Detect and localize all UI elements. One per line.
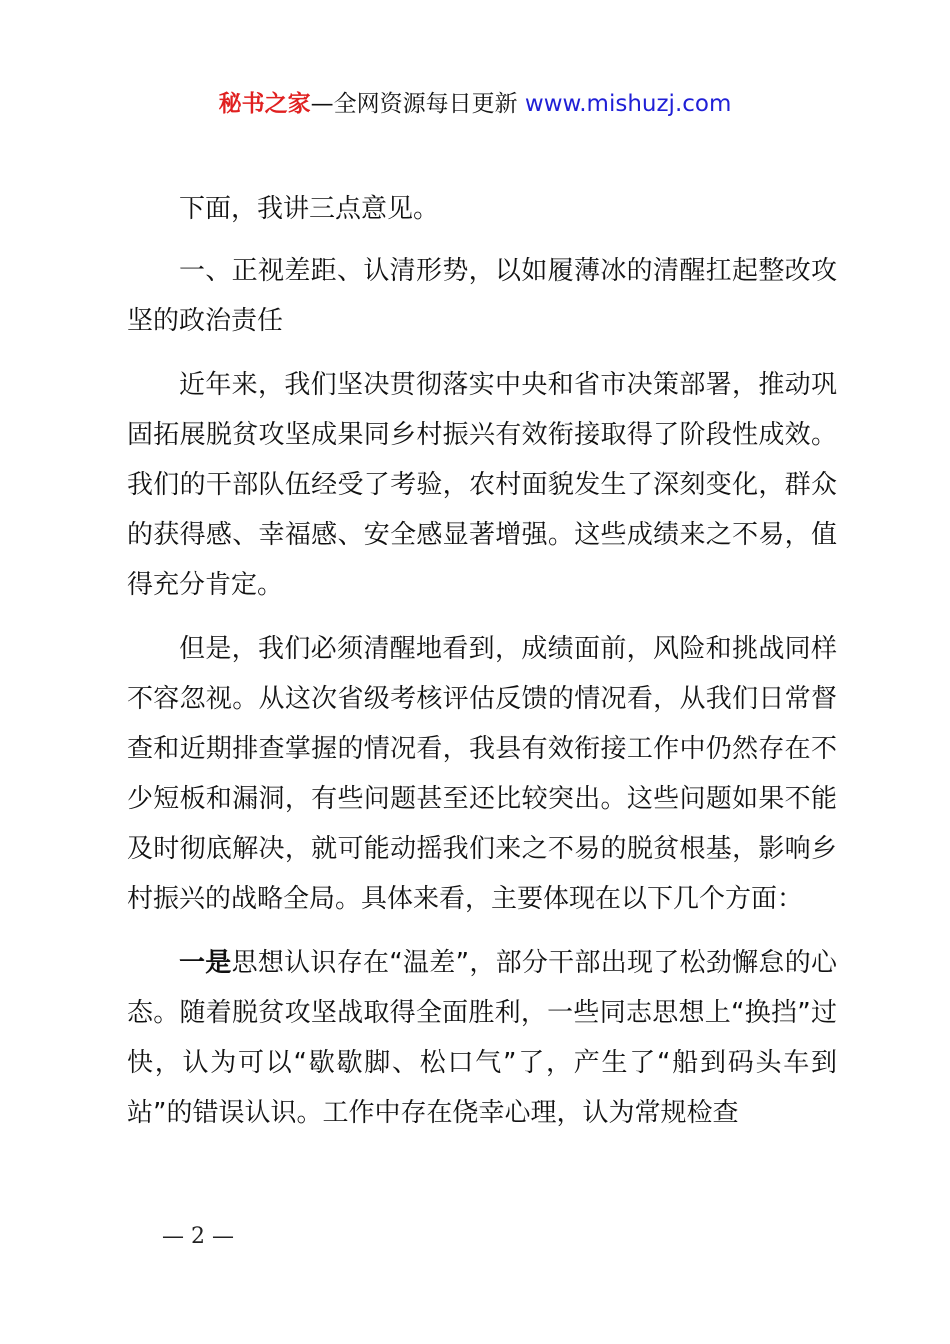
document-body [127,184,837,1152]
point-one-text: 思想认识存在“温差”，部分干部出现了松劲懈怠的心态。随着脱贫攻坚战取得全面胜利，一些同志思想上“换挡”过快，认为可以“歇歇脚、松口气”了，产生了“船到码头车到站”的错误认识。工作中存在侥幸心理，认为常规检查 [127,948,837,1128]
site-tagline: —全网资源每日更新 [310,91,518,117]
point-one-lead: 一是 [179,948,232,978]
paragraph-point-one [127,938,837,1138]
section-heading: 一、正视差距、认清形势，以如履薄冰的清醒扛起整改攻坚的政治责任 [127,256,837,336]
site-url-link[interactable]: www.mishuzj.com [524,91,732,117]
page-number: — 2 — [162,1224,234,1249]
paragraph-achievements: 近年来，我们坚决贯彻落实中央和省市决策部署，推动巩固拓展脱贫攻坚成果同乡村振兴有效衔接取得了阶段性成效。我们的干部队伍经受了考验，农村面貌发生了深刻变化，群众的获得感、幸福感、安全感显著增强。这些成绩来之不易，值得充分肯定。 [127,370,837,600]
site-header [0,86,950,122]
site-brand: 秘书之家 [218,91,311,117]
paragraph-challenges: 但是，我们必须清醒地看到，成绩面前，风险和挑战同样不容忽视。从这次省级考核评估反馈的情况看，从我们日常督查和近期排查掌握的情况看，我县有效衔接工作中仍然存在不少短板和漏洞，有些问题甚至还比较突出。这些问题如果不能及时彻底解决，就可能动摇我们来之不易的脱贫根基，影响乡村振兴的战略全局。具体来看，主要体现在以下几个方面： [127,634,837,914]
intro-paragraph: 下面，我讲三点意见。 [179,194,440,224]
